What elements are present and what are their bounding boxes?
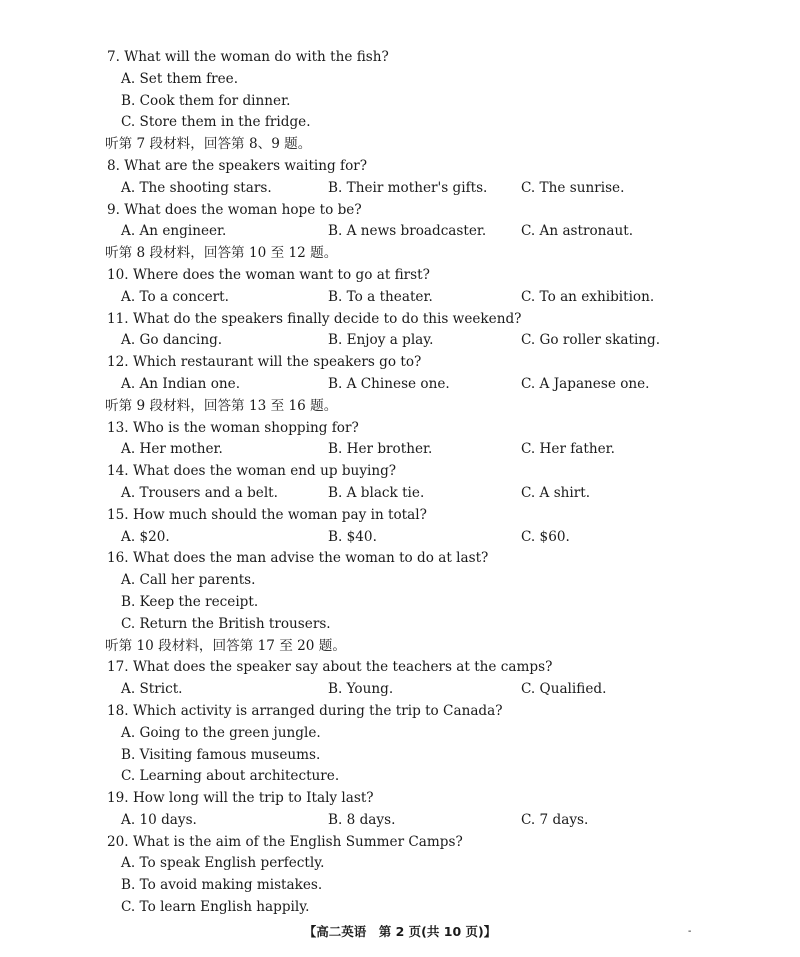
section-instruction: 听第 9 段材料，回答第 13 至 16 题。 [105, 397, 338, 414]
question-stem: 18. Which activity is arranged during the trip to Canada? [107, 702, 503, 719]
section-instruction: 听第 7 段材料，回答第 8、9 题。 [105, 136, 312, 153]
option-a: A. Trousers and a belt. [121, 484, 278, 501]
options-row [105, 679, 705, 701]
option-a: A. An engineer. [121, 223, 227, 240]
option-b: B. Their mother's gifts. [328, 179, 488, 196]
option-a: A. Go dancing. [121, 332, 223, 349]
option-line: C. Return the British trousers. [121, 615, 331, 632]
option-b: B. Her brother. [328, 441, 433, 458]
section-instruction: 听第 10 段材料，回答第 17 至 20 题。 [105, 637, 346, 654]
option-line: B. Visiting famous museums. [121, 746, 321, 763]
option-a: A. $20. [121, 528, 170, 545]
option-c: C. Her father. [521, 441, 616, 458]
option-line: A. Set them free. [121, 70, 239, 87]
option-line: C. To learn English happily. [121, 899, 310, 916]
option-b: B. $40. [328, 528, 377, 545]
option-line: A. To speak English perfectly. [121, 855, 325, 872]
option-c: C. Qualified. [521, 681, 607, 698]
option-a: A. Her mother. [121, 441, 223, 458]
option-line: B. Cook them for dinner. [121, 92, 291, 109]
question-stem: 20. What is the aim of the English Summer Camps? [107, 833, 463, 850]
options-row [105, 483, 705, 505]
question-stem: 8. What are the speakers waiting for? [107, 157, 368, 174]
options-row [105, 178, 705, 200]
option-line: B. Keep the receipt. [121, 593, 259, 610]
option-a: A. To a concert. [121, 288, 229, 305]
option-b: B. Young. [328, 681, 394, 698]
question-stem: 17. What does the speaker say about the teachers at the camps? [107, 659, 553, 676]
option-c: C. $60. [521, 528, 570, 545]
section-instruction: 听第 8 段材料，回答第 10 至 12 题。 [105, 245, 338, 262]
option-c: C. Go roller skating. [521, 332, 661, 349]
option-line: B. To avoid making mistakes. [121, 877, 323, 894]
option-c: C. A Japanese one. [521, 375, 650, 392]
question-stem: 10. Where does the woman want to go at first? [107, 266, 430, 283]
options-row [105, 374, 705, 396]
option-c: C. 7 days. [521, 811, 589, 828]
options-row [105, 527, 705, 549]
options-row [105, 439, 705, 461]
question-stem: 9. What does the woman hope to be? [107, 201, 362, 218]
question-stem: 14. What does the woman end up buying? [107, 463, 397, 480]
option-a: A. Strict. [121, 681, 183, 698]
options-row [105, 330, 705, 352]
option-line: C. Store them in the fridge. [121, 114, 311, 131]
option-line: C. Learning about architecture. [121, 768, 340, 785]
option-line: A. Call her parents. [121, 572, 256, 589]
options-row [105, 287, 705, 309]
question-stem: 7. What will the woman do with the fish? [107, 49, 389, 65]
question-content [105, 47, 705, 919]
option-a: A. The shooting stars. [121, 179, 272, 196]
question-stem: 12. Which restaurant will the speakers go to? [107, 354, 422, 371]
option-line: A. Going to the green jungle. [121, 724, 321, 741]
question-stem: 19. How long will the trip to Italy last? [107, 790, 374, 807]
question-stem: 15. How much should the woman pay in total? [107, 506, 427, 523]
option-c: C. To an exhibition. [521, 288, 655, 305]
option-b: B. A news broadcaster. [328, 223, 487, 240]
option-c: C. A shirt. [521, 484, 591, 501]
option-b: B. A Chinese one. [328, 375, 450, 392]
options-row [105, 221, 705, 243]
options-row [105, 810, 705, 832]
option-c: C. An astronaut. [521, 223, 634, 240]
option-b: B. To a theater. [328, 288, 433, 305]
option-a: A. 10 days. [121, 811, 197, 828]
option-b: B. 8 days. [328, 811, 396, 828]
option-c: C. The sunrise. [521, 179, 625, 196]
question-stem: 16. What does the man advise the woman to do at last? [107, 550, 489, 567]
option-b: B. Enjoy a play. [328, 332, 434, 349]
question-stem: 13. Who is the woman shopping for? [107, 419, 359, 436]
question-stem: 11. What do the speakers finally decide to do this weekend? [107, 310, 522, 327]
option-a: A. An Indian one. [121, 375, 241, 392]
option-b: B. A black tie. [328, 484, 425, 501]
footer-mark: - [688, 926, 692, 937]
page-footer: 【高二英语 第 2 页(共 10 页)】 [303, 924, 497, 939]
